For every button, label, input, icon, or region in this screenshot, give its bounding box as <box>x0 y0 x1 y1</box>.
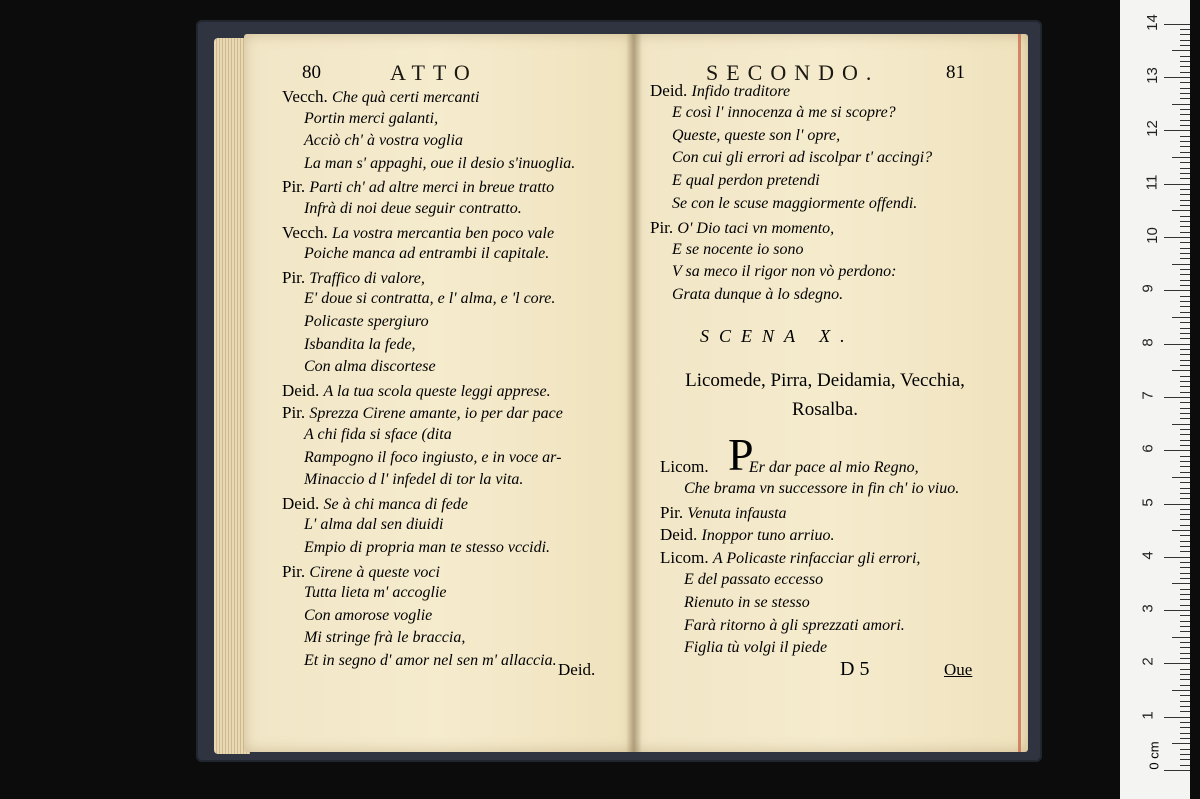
ruler-tick <box>1180 498 1190 499</box>
ruler-tick <box>1180 754 1190 755</box>
ruler-number: 12 <box>1143 120 1161 138</box>
ruler-tick <box>1180 66 1190 67</box>
text-line <box>304 359 436 375</box>
text-line <box>282 224 554 242</box>
ruler-tick <box>1164 397 1190 398</box>
ruler-tick <box>1180 56 1190 57</box>
ruler-tick <box>1180 168 1190 169</box>
ruler-tick <box>1172 743 1190 744</box>
text-line <box>304 427 452 443</box>
speaker-label: Pir. <box>282 561 310 581</box>
verse-text: Cirene à queste voci <box>309 563 440 581</box>
ruler-number: 3 <box>1139 604 1157 613</box>
ruler-tick <box>1172 424 1190 425</box>
ruler-number: 9 <box>1139 284 1157 293</box>
ruler-tick <box>1180 546 1190 547</box>
verse-text: Infrà di noi deue seguir contratto. <box>304 200 522 217</box>
speaker-label: Deid. <box>650 81 692 100</box>
ruler-tick <box>1180 322 1190 323</box>
ruler-tick <box>1172 530 1190 531</box>
ruler-tick <box>1180 578 1190 579</box>
verse-text: A la tua scola queste leggi apprese. <box>323 382 551 400</box>
ruler-tick <box>1172 317 1190 318</box>
text-line <box>304 653 557 669</box>
ruler-tick <box>1164 504 1190 505</box>
ruler-tick <box>1180 488 1190 489</box>
ruler-tick <box>1180 599 1190 600</box>
verse-text: Traffico di valore, <box>309 269 425 287</box>
ruler-tick <box>1180 594 1190 595</box>
text-line <box>282 382 551 400</box>
ruler-number: 13 <box>1143 67 1161 84</box>
verse-text: Parti ch' ad altre merci in breue tratto <box>309 179 555 197</box>
ruler-tick <box>1180 178 1190 179</box>
verse-text: La vostra mercantia ben poco vale <box>332 224 555 242</box>
text-line <box>282 269 425 287</box>
verse-text: Mi stringe frà le braccia, <box>304 629 466 647</box>
text-line <box>660 549 920 567</box>
text-line <box>660 504 787 522</box>
text-line <box>304 337 416 353</box>
text-line <box>672 196 917 212</box>
text-line <box>304 156 575 172</box>
drop-capital: P <box>728 429 754 480</box>
verse-text: Infido traditore <box>691 83 791 100</box>
ruler-tick <box>1180 328 1190 329</box>
verse-text: Se con le scuse maggiormente offendi. <box>672 195 918 212</box>
verse-text: Grata dunque à lo sdegno. <box>672 286 844 304</box>
ruler-tick <box>1180 621 1190 622</box>
verse-text: A chi fida si sface (dita <box>304 426 452 443</box>
ruler-tick <box>1180 189 1190 190</box>
speaker-label: Pir. <box>282 177 310 197</box>
ruler-tick <box>1180 562 1190 563</box>
text-line <box>304 540 550 556</box>
ruler-tick <box>1180 653 1190 654</box>
ruler-tick <box>1164 237 1190 238</box>
ruler-tick <box>1172 210 1190 211</box>
ruler-number: 10 <box>1143 227 1161 244</box>
ruler-tick <box>1180 114 1190 115</box>
ruler-tick <box>1172 637 1190 638</box>
verse-text: Venuta infausta <box>687 504 787 522</box>
ruler-tick <box>1180 280 1190 281</box>
speaker-label: Licom. <box>660 548 713 568</box>
speaker-label: Deid. <box>282 380 324 400</box>
verse-text: A Policaste rinfacciar gli errori, <box>712 550 921 568</box>
ruler-tick <box>1180 482 1190 483</box>
text-line <box>684 640 827 656</box>
verse-text: L' alma dal sen diuidi <box>304 516 444 534</box>
text-line <box>684 572 823 588</box>
ruler-tick <box>1180 301 1190 302</box>
dramatis-personae <box>650 366 1000 424</box>
text-line <box>304 630 465 646</box>
ruler-tick <box>1180 82 1190 83</box>
ruler-tick <box>1180 493 1190 494</box>
right-page-number: 81 <box>946 62 965 83</box>
ruler-tick <box>1180 349 1190 350</box>
ruler-number: 6 <box>1139 444 1157 453</box>
text-line <box>304 450 561 466</box>
ruler-tick <box>1180 429 1190 430</box>
verse-text: Isbandita la fede, <box>304 335 416 353</box>
ruler-tick <box>1180 216 1190 217</box>
ruler-tick <box>1180 381 1190 382</box>
ruler-tick <box>1180 701 1190 702</box>
ruler-tick <box>1180 461 1190 462</box>
ruler-tick <box>1172 583 1190 584</box>
verse-text: Con cui gli errori ad iscolpar t' accingi? <box>672 149 933 167</box>
ruler-tick <box>1180 226 1190 227</box>
verse-text: E così l' innocenza à me si scopre? <box>672 103 896 121</box>
ruler-tick <box>1180 120 1190 121</box>
ruler-tick <box>1172 157 1190 158</box>
ruler-tick <box>1180 605 1190 606</box>
book-gutter <box>626 34 642 752</box>
text-line <box>684 618 905 634</box>
text-line <box>304 314 429 330</box>
speaker-label: Deid. <box>282 493 324 513</box>
ruler-tick <box>1180 242 1190 243</box>
ruler-tick <box>1164 290 1190 291</box>
text-line <box>684 481 959 497</box>
text-line <box>282 88 479 106</box>
ruler-tick <box>1164 663 1190 664</box>
ruler-tick <box>1180 711 1190 712</box>
ruler-tick <box>1180 194 1190 195</box>
verse-text: Poiche manca ad entrambi il capitale. <box>304 245 550 263</box>
ruler-tick <box>1180 525 1190 526</box>
ruler-tick <box>1180 221 1190 222</box>
verse-text: V sa meco il rigor non vò perdono: <box>672 263 897 281</box>
text-line <box>672 264 896 280</box>
persons-line-1: Licomede, Pirra, Deidamia, Vecchia, <box>685 370 965 391</box>
text-line <box>672 105 896 121</box>
ruler-tick <box>1180 125 1190 126</box>
ruler-tick <box>1180 519 1190 520</box>
ruler-tick <box>1180 376 1190 377</box>
ruler-tick <box>1180 509 1190 510</box>
text-line <box>650 219 834 237</box>
ruler-tick <box>1180 98 1190 99</box>
verse-text: Minaccio d l' infedel di tor la vita. <box>304 471 524 489</box>
ruler-tick <box>1180 402 1190 403</box>
ruler-tick <box>1180 466 1190 467</box>
ruler-tick <box>1180 365 1190 366</box>
ruler-number: 11 <box>1143 174 1161 190</box>
ruler-tick <box>1180 45 1190 46</box>
text-line <box>304 517 443 533</box>
ruler-number: 5 <box>1139 497 1157 507</box>
ruler-tick <box>1180 34 1190 35</box>
text-line <box>672 242 804 258</box>
ruler-tick <box>1180 749 1190 750</box>
verse-text: Empio di propria man te stesso vccidi. <box>304 539 551 556</box>
ruler-tick <box>1180 360 1190 361</box>
ruler-tick <box>1164 450 1190 451</box>
ruler-tick <box>1180 93 1190 94</box>
ruler-tick <box>1180 567 1190 568</box>
ruler-number: 7 <box>1139 391 1157 400</box>
ruler-tick <box>1180 434 1190 435</box>
page-red-edge <box>1018 34 1021 752</box>
ruler-tick <box>1180 162 1190 163</box>
verse-text: Che quà certi mercanti <box>332 89 480 106</box>
ruler-tick <box>1180 136 1190 137</box>
ruler-unit: 0 cm <box>1146 741 1162 770</box>
ruler-tick <box>1172 50 1190 51</box>
ruler-tick <box>1180 72 1190 73</box>
ruler-tick <box>1172 690 1190 691</box>
ruler-tick <box>1180 456 1190 457</box>
ruler-tick <box>1180 551 1190 552</box>
ruler-tick <box>1180 109 1190 110</box>
text-line <box>660 526 834 544</box>
ruler-tick <box>1164 184 1190 185</box>
scene-heading: SCENA X. <box>700 326 855 346</box>
verse-text: Con amorose voglie <box>304 606 433 624</box>
left-page-number: 80 <box>302 62 321 83</box>
speaker-label: Deid. <box>660 525 702 545</box>
ruler-tick <box>1180 253 1190 254</box>
speaker-label: Pir. <box>650 217 678 237</box>
verse-text: E qual perdon pretendi <box>672 172 820 190</box>
speaker-label: Pir. <box>282 267 310 287</box>
ruler-tick <box>1180 573 1190 574</box>
text-line <box>304 111 438 127</box>
ruler-tick <box>1172 477 1190 478</box>
verse-text: Tutta lieta m' accoglie <box>304 584 447 602</box>
ruler-tick <box>1180 472 1190 473</box>
text-line <box>672 287 843 303</box>
ruler-tick <box>1180 765 1190 766</box>
ruler-tick <box>1164 77 1190 78</box>
ruler-tick <box>1164 717 1190 718</box>
ruler-tick <box>1180 40 1190 41</box>
signature-mark: D 5 <box>840 658 870 680</box>
verse-text: Inoppor tuno arriuo. <box>701 527 835 545</box>
ruler-tick <box>1180 669 1190 670</box>
text-line <box>304 291 555 307</box>
ruler-tick <box>1180 274 1190 275</box>
ruler-tick <box>1180 61 1190 62</box>
verse-text: Portin merci galanti, <box>304 109 439 127</box>
ruler-tick <box>1180 248 1190 249</box>
ruler-tick <box>1180 141 1190 142</box>
ruler-tick <box>1180 312 1190 313</box>
left-catchword: Deid. <box>558 660 596 679</box>
ruler-tick <box>1180 685 1190 686</box>
ruler-tick <box>1180 285 1190 286</box>
text-line <box>282 178 554 196</box>
ruler-tick <box>1180 354 1190 355</box>
ruler-tick <box>1164 557 1190 558</box>
ruler-tick <box>1180 727 1190 728</box>
ruler-tick <box>1180 759 1190 760</box>
ruler-tick <box>1180 306 1190 307</box>
text-line <box>304 133 463 149</box>
ruler-tick <box>1180 146 1190 147</box>
ruler-tick <box>1180 173 1190 174</box>
ruler-tick <box>1180 589 1190 590</box>
ruler-number: 8 <box>1139 337 1157 347</box>
text-line <box>304 246 549 262</box>
ruler-tick <box>1164 770 1190 771</box>
speaker-label: Pir. <box>660 502 688 522</box>
right-running-head: SECONDO. <box>706 60 880 85</box>
verse-text: Farà ritorno à gli sprezzati amori. <box>684 616 905 634</box>
ruler-tick <box>1180 722 1190 723</box>
verse-text: Et in segno d' amor nel sen m' allaccia. <box>304 652 557 669</box>
verse-text: Queste, queste son l' opre, <box>672 126 841 144</box>
ruler-tick <box>1180 408 1190 409</box>
ruler-tick <box>1180 152 1190 153</box>
ruler-tick <box>1180 642 1190 643</box>
ruler-tick <box>1164 24 1190 25</box>
verse-text: E del passato eccesso <box>684 571 824 588</box>
ruler-tick <box>1180 706 1190 707</box>
ruler-tick <box>1180 445 1190 446</box>
ruler-tick <box>1180 541 1190 542</box>
ruler-tick <box>1180 338 1190 339</box>
ruler-tick <box>1172 264 1190 265</box>
verse-text: Er dar pace al mio Regno, <box>748 459 919 476</box>
ruler-tick <box>1180 29 1190 30</box>
verse-text: Rienuto in se stesso <box>684 593 810 611</box>
text-line <box>684 595 810 611</box>
verse-text: Figlia tù volgi il piede <box>684 639 828 657</box>
speaker-label: Licom. <box>660 457 713 476</box>
ruler-tick <box>1180 695 1190 696</box>
ruler-tick <box>1180 631 1190 632</box>
verse-text: Rampogno il foco ingiusto, e in voce ar- <box>304 448 562 466</box>
verse-text: Se à chi manca di fede <box>323 495 468 513</box>
verse-text: E se nocente io sono <box>672 240 804 258</box>
ruler-tick <box>1180 535 1190 536</box>
persons-line-2: Rosalba. <box>792 399 858 420</box>
ruler-tick <box>1180 296 1190 297</box>
right-catchword: Oue <box>944 660 973 679</box>
ruler-tick <box>1180 88 1190 89</box>
left-running-head: ATTO <box>390 60 478 85</box>
verse-text: Acciò ch' à vostra voglia <box>304 132 463 150</box>
ruler-tick <box>1164 610 1190 611</box>
verse-text: Che brama vn successore in fin ch' io viuo. <box>684 479 960 497</box>
ruler-tick <box>1180 269 1190 270</box>
ruler-tick <box>1172 104 1190 105</box>
ruler-number: 1 <box>1139 711 1157 720</box>
text-line <box>672 128 840 144</box>
ruler-tick <box>1180 615 1190 616</box>
ruler-tick <box>1180 258 1190 259</box>
text-line <box>304 472 523 488</box>
text-line <box>672 150 932 166</box>
ruler-tick <box>1180 658 1190 659</box>
text-line <box>304 585 447 601</box>
ruler-tick <box>1180 232 1190 233</box>
ruler-tick <box>1172 370 1190 371</box>
ruler-tick <box>1180 626 1190 627</box>
ruler-tick <box>1180 674 1190 675</box>
ruler-tick <box>1180 738 1190 739</box>
text-line <box>304 201 522 217</box>
text-line <box>282 563 440 581</box>
verse-text: La man s' appaghi, oue il desio s'inuoglia. <box>304 154 576 172</box>
ruler-number: 14 <box>1143 13 1161 31</box>
ruler-tick <box>1180 514 1190 515</box>
text-line <box>282 404 563 422</box>
ruler-number: 2 <box>1139 657 1157 667</box>
speaker-label: Vecch. <box>282 222 333 242</box>
verse-text: E' doue si contratta, e l' alma, e 'l core. <box>304 290 556 308</box>
speaker-label: Vecch. <box>282 87 333 106</box>
ruler-tick <box>1164 130 1190 131</box>
ruler-tick <box>1180 386 1190 387</box>
verse-text: Con alma discortese <box>304 358 436 376</box>
ruler-tick <box>1180 413 1190 414</box>
ruler-tick <box>1180 392 1190 393</box>
ruler-number: 4 <box>1139 551 1157 560</box>
text-line <box>660 458 919 476</box>
text-line <box>672 173 820 189</box>
verse-text: Policaste spergiuro <box>304 313 429 330</box>
ruler-tick <box>1180 418 1190 419</box>
ruler-tick <box>1164 344 1190 345</box>
ruler-tick <box>1180 679 1190 680</box>
text-line <box>304 608 432 624</box>
text-line <box>650 82 790 100</box>
speaker-label: Pir. <box>282 403 310 423</box>
verse-text: Sprezza Cirene amante, io per dar pace <box>309 405 563 423</box>
ruler-tick <box>1180 333 1190 334</box>
ruler-tick <box>1180 647 1190 648</box>
ruler-tick <box>1180 200 1190 201</box>
ruler-tick <box>1180 440 1190 441</box>
ruler-tick <box>1180 205 1190 206</box>
verse-text: O' Dio taci vn momento, <box>677 219 835 237</box>
text-line <box>282 495 468 513</box>
ruler-tick <box>1180 733 1190 734</box>
